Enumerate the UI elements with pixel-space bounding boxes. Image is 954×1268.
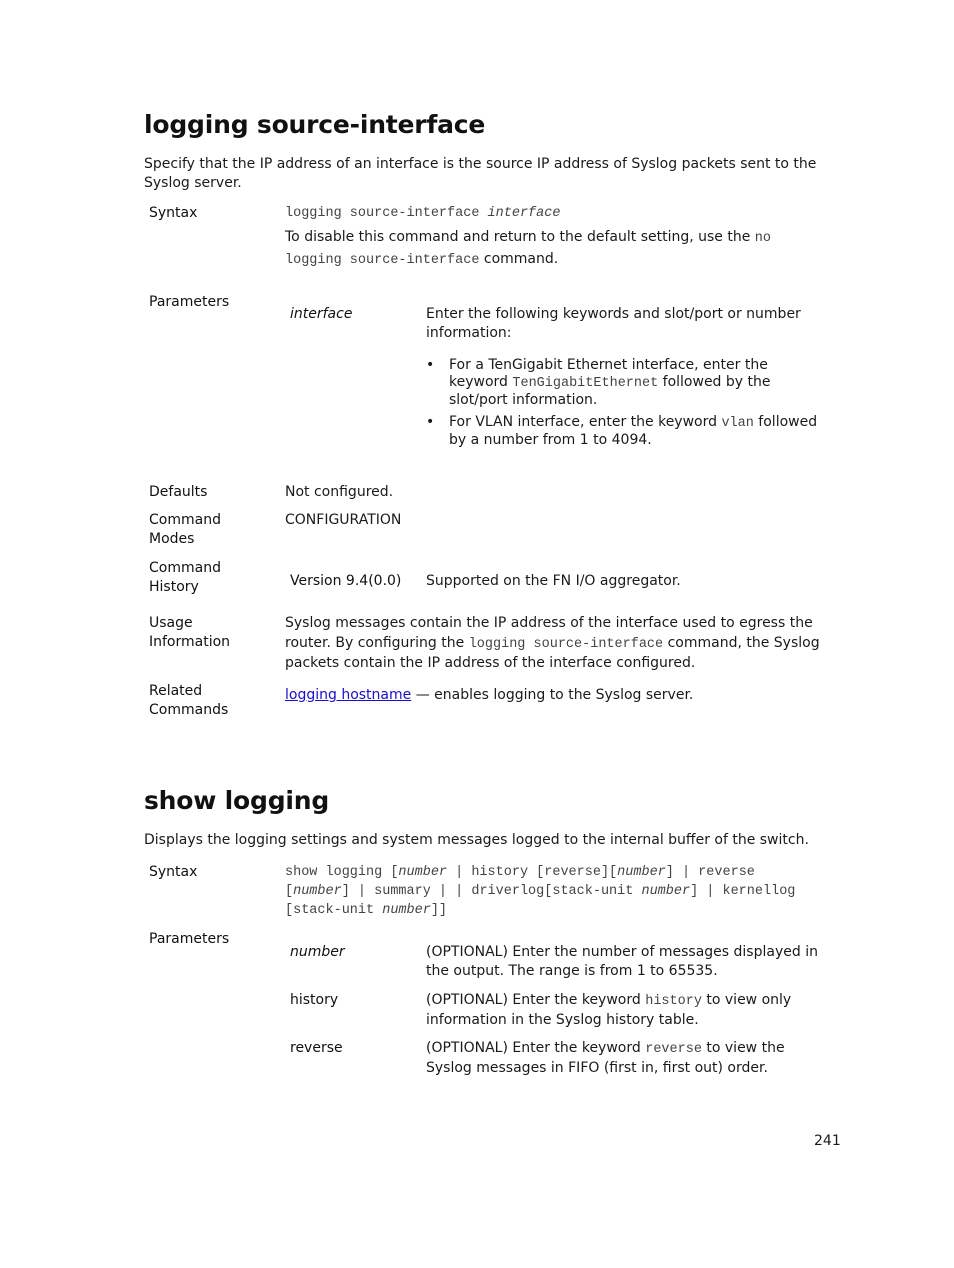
syntax-text: [stack-unit bbox=[285, 903, 383, 918]
param-tail: to view the Syslog messages in FIFO (first in, first out) order. bbox=[426, 1040, 785, 1076]
command-modes-label bbox=[149, 511, 221, 549]
syntax-label: Syntax bbox=[149, 205, 198, 221]
syntax-line bbox=[285, 882, 795, 901]
list-item bbox=[426, 357, 826, 409]
label-line: Information bbox=[149, 634, 231, 650]
bullet-code: TenGigabitEthernet bbox=[512, 376, 659, 391]
syntax-argument: number bbox=[398, 865, 448, 880]
syntax-argument: number bbox=[617, 865, 666, 880]
syntax-text: show logging [ bbox=[285, 865, 399, 880]
syntax-note-code: no logging source-interface bbox=[285, 231, 771, 268]
bullet-tail: followed by a number from 1 to 4094. bbox=[449, 414, 818, 448]
syntax-text: ] | kernellog bbox=[690, 884, 796, 899]
param-name-interface: interface bbox=[290, 306, 353, 322]
syntax-note-text: To disable this command and return to the default setting, use the bbox=[285, 229, 755, 245]
label-line: Command bbox=[149, 512, 221, 528]
usage-information-text bbox=[285, 614, 830, 674]
command-modes-value: CONFIGURATION bbox=[285, 512, 402, 528]
syntax-note-tail: command. bbox=[479, 251, 559, 267]
syntax-line bbox=[285, 901, 795, 920]
label-line: Modes bbox=[149, 531, 195, 547]
related-commands-text bbox=[285, 686, 693, 705]
param-tail: to view only information in the Syslog history table. bbox=[426, 992, 792, 1028]
param-desc-history bbox=[426, 991, 826, 1030]
param-name-history: history bbox=[290, 992, 339, 1008]
section-title: show logging bbox=[144, 786, 330, 815]
usage-tail: command, the Syslog packets contain the IP address of the interface configured. bbox=[285, 634, 820, 671]
defaults-label: Defaults bbox=[149, 484, 208, 500]
param-text: (OPTIONAL) Enter the keyword bbox=[426, 1040, 646, 1056]
syntax-argument: number bbox=[641, 884, 691, 899]
usage-information-label bbox=[149, 614, 230, 652]
syntax-argument: number bbox=[293, 884, 342, 899]
param-desc-reverse bbox=[426, 1039, 826, 1078]
history-description: Supported on the FN I/O aggregator. bbox=[426, 573, 681, 589]
page-number: 241 bbox=[814, 1133, 841, 1149]
history-version: Version 9.4(0.0) bbox=[290, 573, 402, 589]
param-desc-interface: Enter the following keywords and slot/port or number information: bbox=[426, 306, 801, 341]
label-line: Usage bbox=[149, 615, 193, 631]
syntax-line bbox=[285, 863, 795, 882]
related-desc: — enables logging to the Syslog server. bbox=[411, 687, 694, 703]
section-intro: Specify that the IP address of an interface is the source IP address of Syslog packets sent to the Syslog server. bbox=[144, 156, 817, 191]
usage-text: Syslog messages contain the IP address of the interface used to egress the router. By configuring the bbox=[285, 615, 813, 651]
bullet-text: For a TenGigabit Ethernet interface, enter the keyword bbox=[449, 357, 768, 390]
syntax-text: | history [reverse][ bbox=[447, 865, 618, 880]
syntax-label: Syntax bbox=[149, 864, 198, 880]
usage-code: logging source-interface bbox=[468, 636, 664, 652]
bullet-tail: followed by the slot/port information. bbox=[449, 374, 771, 408]
list-item bbox=[426, 414, 826, 449]
bullet-code: vlan bbox=[721, 416, 754, 431]
parameters-label: Parameters bbox=[149, 294, 230, 310]
param-code: history bbox=[645, 994, 702, 1009]
syntax-text: ] | reverse bbox=[665, 865, 755, 880]
param-name-number: number bbox=[290, 944, 345, 960]
label-line: Related bbox=[149, 683, 203, 699]
defaults-value: Not configured. bbox=[285, 484, 394, 500]
syntax-text: ] | summary | | driverlog[stack-unit bbox=[341, 884, 642, 899]
syntax-text: ]] bbox=[430, 903, 448, 918]
param-code: reverse bbox=[645, 1042, 702, 1057]
logging-hostname-link[interactable]: logging hostname bbox=[285, 687, 412, 703]
bullet-text: For VLAN interface, enter the keyword bbox=[449, 414, 722, 430]
command-history-label bbox=[149, 559, 221, 597]
syntax-text: [ bbox=[285, 884, 294, 899]
label-line: Command bbox=[149, 560, 221, 576]
param-text: (OPTIONAL) Enter the keyword bbox=[426, 992, 646, 1008]
label-line: History bbox=[149, 579, 199, 595]
label-line: Commands bbox=[149, 702, 229, 718]
related-commands-label bbox=[149, 682, 228, 720]
syntax-command-text: logging source-interface bbox=[285, 206, 488, 221]
section-intro: Displays the logging settings and system messages logged to the internal buffer of the switch. bbox=[144, 832, 809, 848]
parameters-label: Parameters bbox=[149, 931, 230, 947]
param-name-reverse: reverse bbox=[290, 1040, 343, 1056]
param-bullet-list bbox=[426, 357, 826, 454]
syntax-argument: number bbox=[382, 903, 431, 918]
syntax-command bbox=[285, 204, 560, 223]
syntax-block bbox=[285, 863, 795, 920]
syntax-argument: interface bbox=[487, 206, 561, 221]
syntax-note bbox=[285, 227, 825, 271]
param-desc-number: (OPTIONAL) Enter the number of messages displayed in the output. The range is from 1 to 65535. bbox=[426, 944, 818, 979]
section-title: logging source-interface bbox=[144, 110, 486, 139]
